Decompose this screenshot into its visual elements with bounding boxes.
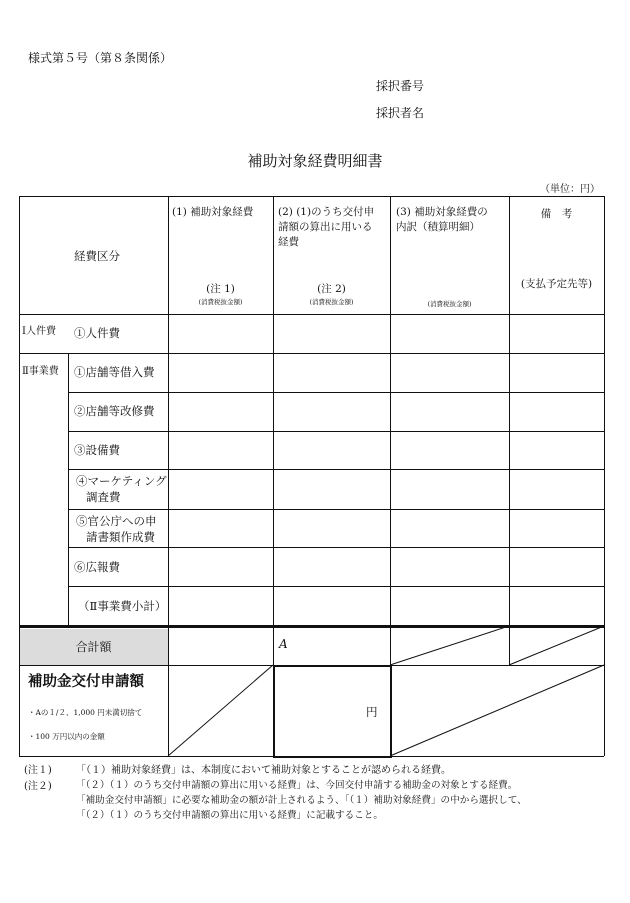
document-title: 補助対象経費明細書 <box>247 152 383 170</box>
item-store-rent: ①店舗等借入費 <box>74 365 155 379</box>
note-2-line2: 「補助金交付申請額」に必要な補助金の額が計上されるよう、「（１）補助対象経費」の中から選択して、 <box>76 795 527 806</box>
col3-title-line1: (3) 補助対象経費の <box>396 206 488 218</box>
note-1-text: 「（１）補助対象経費」は、本制度において補助対象とすることが認められる経費。 <box>76 765 451 776</box>
grant-note-1: ・Aの１/２、1,000 円未満切捨て <box>28 708 143 717</box>
diagonal-line <box>509 626 604 665</box>
grant-label: 補助金交付申請額 <box>28 673 144 690</box>
col3-tax: (消費税抜金額) <box>427 300 472 308</box>
yen-label: 円 <box>366 705 378 719</box>
col2-tax: (消費税抜金額) <box>309 298 354 306</box>
category-header: 経費区分 <box>74 249 120 263</box>
col1-note: (注 1) <box>206 283 235 295</box>
selection-number-label: 採択番号 <box>376 79 425 93</box>
col1-title: (1) 補助対象経費 <box>172 206 254 218</box>
selection-name-label: 採択者名 <box>376 106 425 120</box>
item-personnel: ①人件費 <box>74 326 120 340</box>
col2-title-line3: 経費 <box>278 236 299 248</box>
item-documents-line1: ⑤官公庁への申 <box>76 514 157 528</box>
total-a-mark: A <box>279 637 288 651</box>
category-personnel: Ⅰ人件費 <box>22 326 56 337</box>
item-store-renovation: ②店舗等改修費 <box>74 404 155 418</box>
note-2-line1: 「（２）（１）のうち交付申請額の算出に用いる経費」は、今回交付申請する補助金の対象とする経費。 <box>76 780 518 791</box>
form-number: 様式第５号（第８条関係） <box>28 51 173 65</box>
unit-label: （単位：円） <box>540 184 600 195</box>
col3-title-line2: 内訳（積算明細） <box>396 221 480 233</box>
item-marketing-line1: ④マーケティング <box>76 474 167 488</box>
item-equipment: ③設備費 <box>74 443 120 457</box>
col2-note: (注 2) <box>317 283 346 295</box>
grant-note-2: ・100 万円以内の金額 <box>28 732 105 741</box>
note-2-line3: 「（２）（１）のうち交付申請額の算出に用いる経費」に記載すること。 <box>76 810 383 821</box>
note-2-label: (注２) <box>24 781 52 792</box>
item-marketing-line2: 調査費 <box>86 490 121 504</box>
col4-title: 備 考 <box>540 208 573 220</box>
col2-title-line2: 請額の算出に用いる <box>278 221 373 233</box>
diagonal-line <box>168 665 273 756</box>
total-label: 合計額 <box>75 640 112 654</box>
category-business: Ⅱ事業費 <box>22 366 59 377</box>
item-business-subtotal: （Ⅱ事業費小計） <box>78 599 167 613</box>
col2-title-line1: (2) (1)のうち交付申 <box>278 206 375 218</box>
diagonal-line <box>390 665 604 756</box>
item-documents-line2: 請書類作成費 <box>86 530 155 544</box>
note-1-label: (注１) <box>24 765 52 776</box>
diagonal-line <box>390 626 509 665</box>
col1-tax: (消費税抜金額) <box>198 298 243 306</box>
col4-sub: (支払予定先等) <box>520 278 593 290</box>
item-advertising: ⑥広報費 <box>74 560 120 574</box>
